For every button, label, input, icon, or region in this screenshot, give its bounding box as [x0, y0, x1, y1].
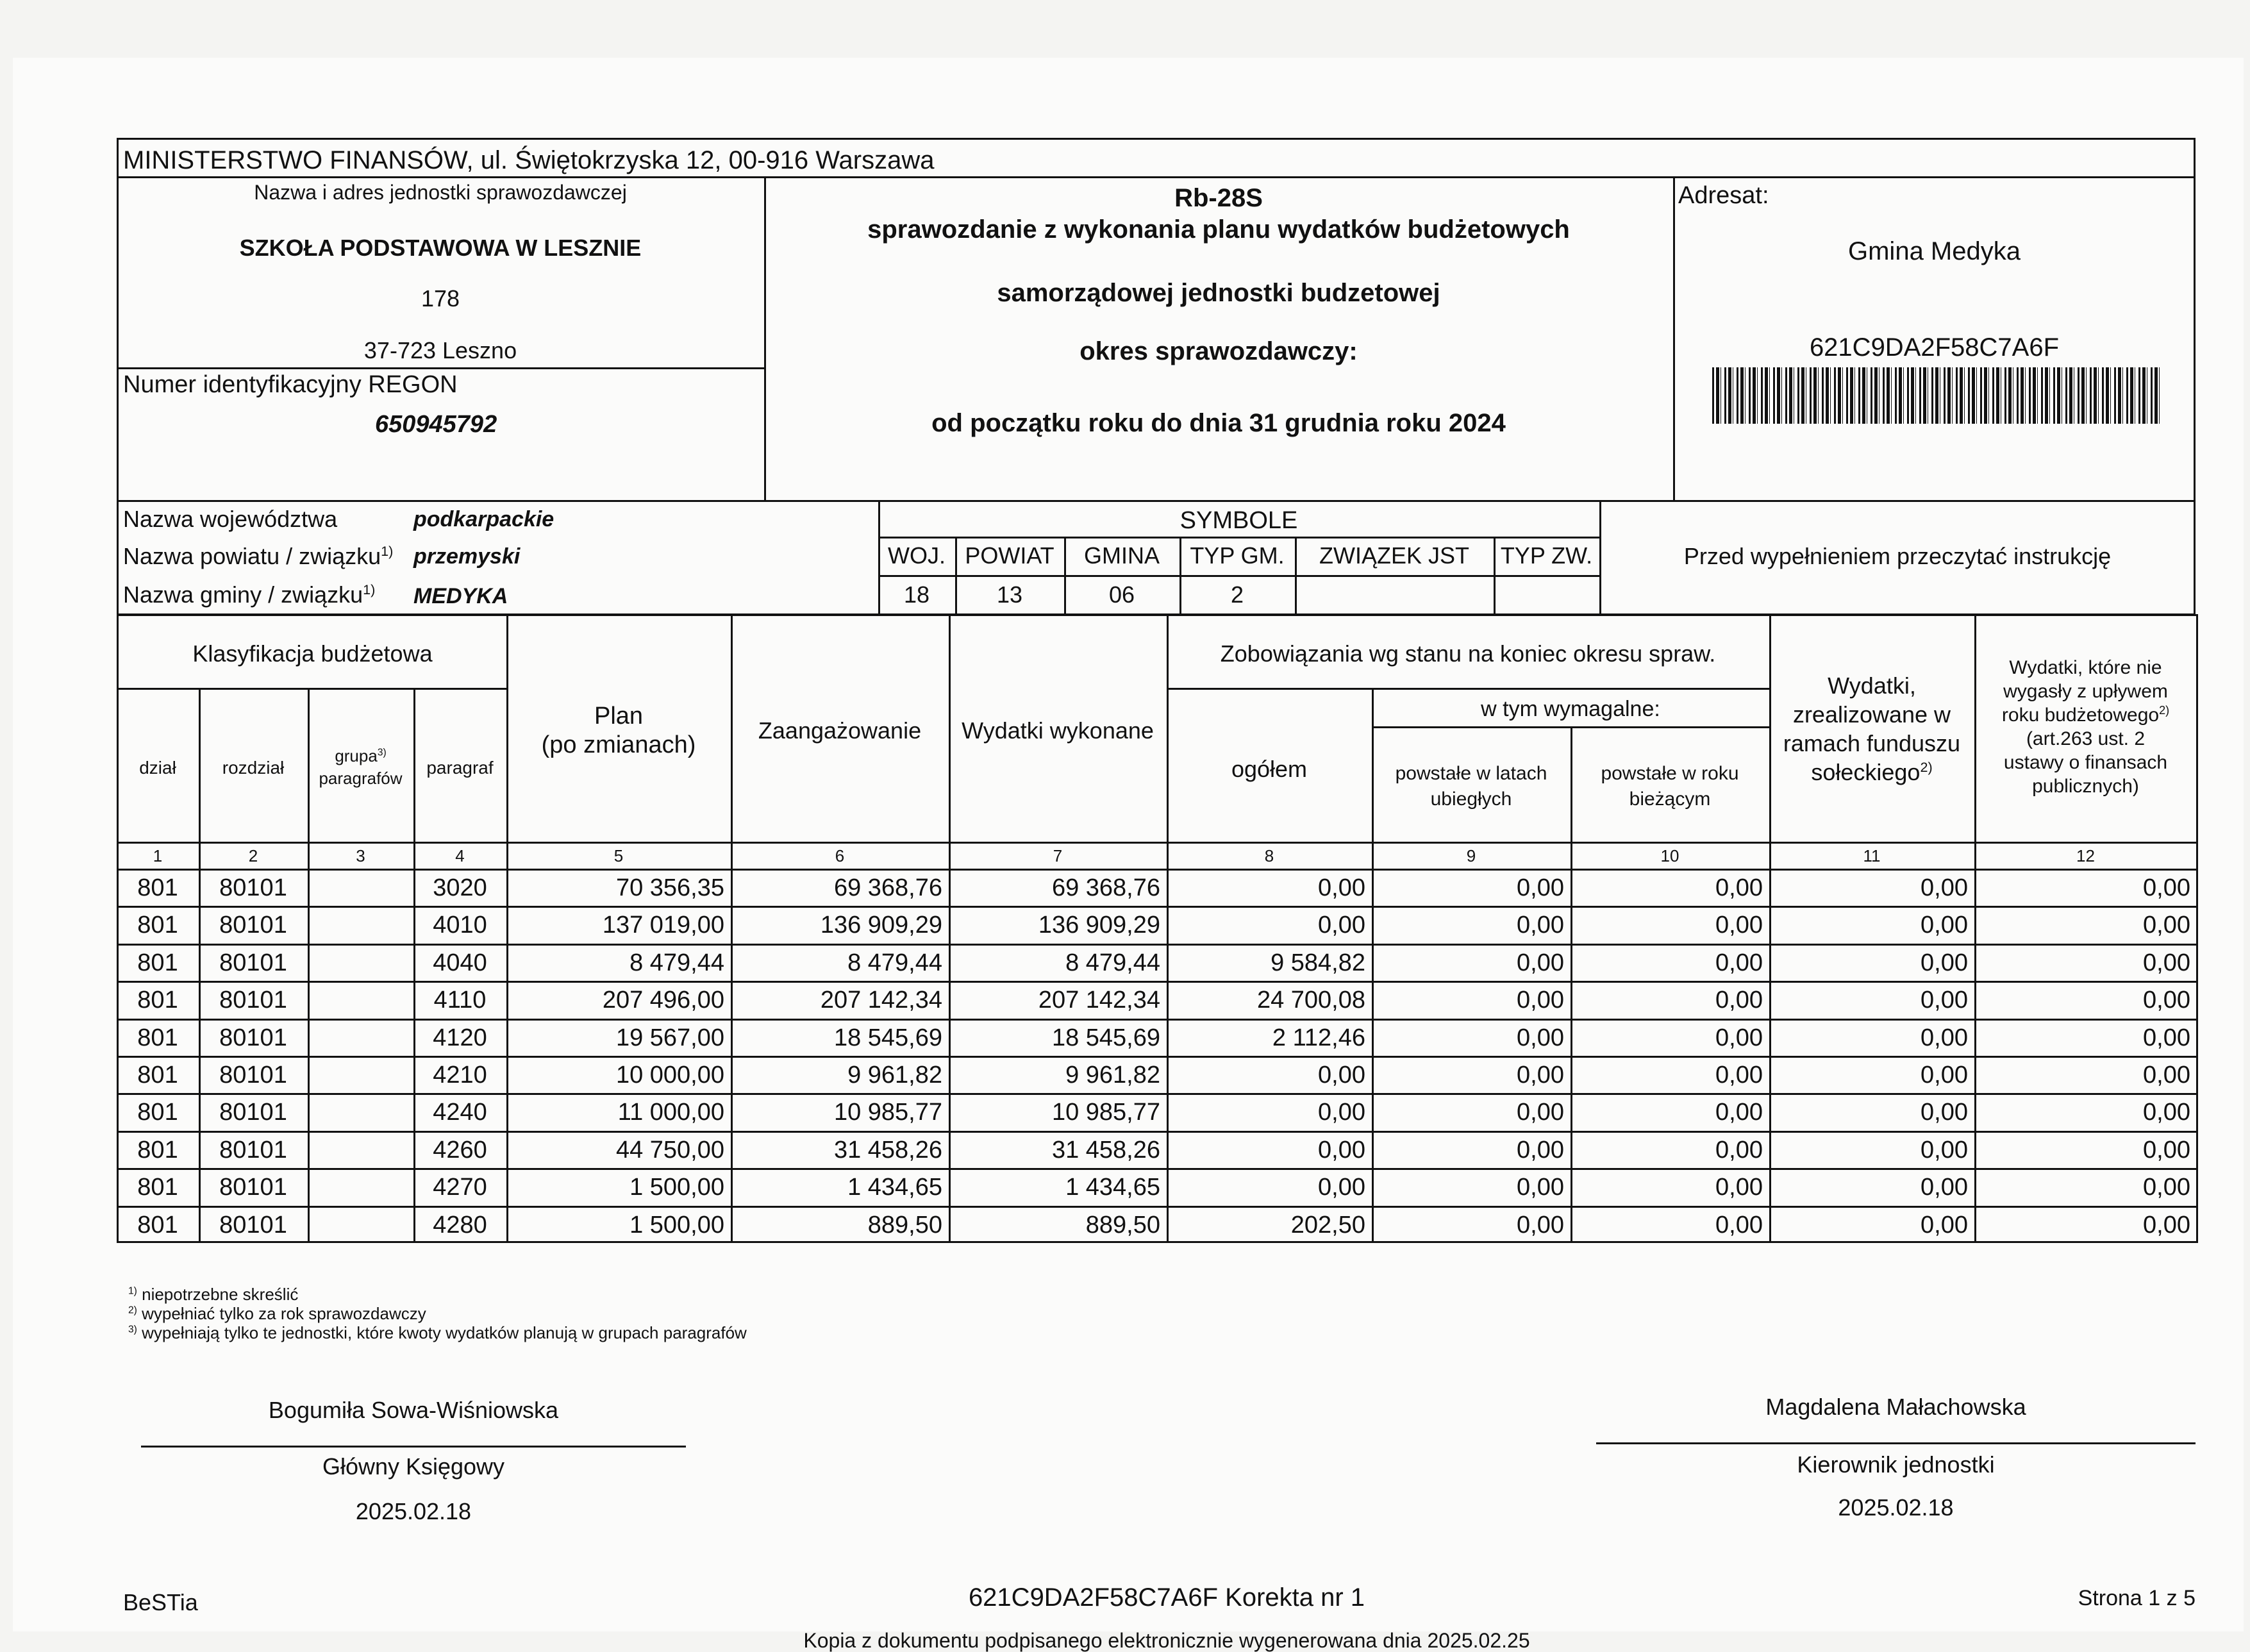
cell-zaangazowanie: 10 985,77	[833, 1099, 942, 1126]
niewygasle-header-1: Wydatki, które nie	[2009, 657, 2162, 678]
paragraf-header: paragraf	[426, 758, 494, 778]
cell-paragraf: 4040	[433, 949, 487, 976]
cell-rozdzial: 80101	[219, 1174, 287, 1201]
cell-plan: 19 567,00	[615, 1024, 724, 1051]
cell-wydatki-wykonane: 8 479,44	[1065, 949, 1160, 976]
column-number-1: 1	[153, 846, 163, 865]
cell-wymagalne-ubiegle: 0,00	[1517, 987, 1564, 1014]
symbole-header-typ-gm: TYP GM.	[1190, 542, 1285, 569]
cell-niewygasle: 0,00	[2143, 1099, 2190, 1126]
symbole-header-gmina: GMINA	[1083, 542, 1160, 569]
cell-plan: 137 019,00	[602, 912, 724, 939]
lata-ubiegle-header-1: powstałe w latach	[1395, 763, 1547, 784]
cell-rozdzial: 80101	[219, 874, 287, 901]
column-number-12: 12	[2076, 846, 2095, 865]
cell-rozdzial: 80101	[219, 1212, 287, 1239]
cell-fundusz-solecki: 0,00	[1921, 874, 1968, 901]
cell-niewygasle: 0,00	[2143, 1212, 2190, 1239]
form-title-1: sprawozdanie z wykonania planu wydatków budżetowych	[867, 215, 1570, 244]
rok-biezacy-header-2: bieżącym	[1629, 788, 1711, 810]
cell-fundusz-solecki: 0,00	[1921, 1024, 1968, 1051]
woj-label: Nazwa województwa	[123, 506, 338, 532]
cell-wymagalne-biezace: 0,00	[1715, 949, 1763, 976]
cell-paragraf: 4110	[433, 987, 487, 1014]
cell-plan: 1 500,00	[629, 1174, 724, 1201]
cell-rozdzial: 80101	[219, 1099, 287, 1126]
director-name: Magdalena Małachowska	[1765, 1394, 2026, 1420]
symbole-header-typ-zw: TYP ZW.	[1500, 542, 1593, 569]
klasyfikacja-header: Klasyfikacja budżetowa	[192, 640, 433, 667]
cell-zaangazowanie: 31 458,26	[833, 1137, 942, 1164]
gmina-label: Nazwa gminy / związku$^{1)}$	[123, 581, 376, 608]
director-date: 2025.02.18	[1838, 1494, 1954, 1521]
cell-rozdzial: 80101	[219, 1062, 287, 1089]
footnote-2: $^{2)}$ wypełniać tylko za rok sprawozdawczy	[128, 1304, 426, 1323]
cell-wymagalne-ubiegle: 0,00	[1517, 912, 1564, 939]
fundusz-header-1: Wydatki,	[1828, 672, 1916, 699]
column-number-7: 7	[1053, 846, 1063, 865]
wymagalne-header: w tym wymagalne:	[1481, 697, 1660, 721]
cell-wymagalne-biezace: 0,00	[1715, 987, 1763, 1014]
cell-fundusz-solecki: 0,00	[1921, 1137, 1968, 1164]
unit-label: Nazwa i adres jednostki sprawozdawczej	[254, 181, 627, 204]
niewygasle-header-5: ustawy o finansach	[2003, 752, 2168, 773]
column-number-5: 5	[613, 846, 624, 865]
cell-paragraf: 4260	[433, 1137, 487, 1164]
cell-fundusz-solecki: 0,00	[1921, 987, 1968, 1014]
cell-fundusz-solecki: 0,00	[1921, 1099, 1968, 1126]
page-number: Strona 1 z 5	[2078, 1586, 2196, 1610]
cell-dzial: 801	[137, 874, 178, 901]
cell-wymagalne-biezace: 0,00	[1715, 1174, 1763, 1201]
lata-ubiegle-header-2: ubiegłych	[1430, 788, 1512, 810]
cell-niewygasle: 0,00	[2143, 1137, 2190, 1164]
unit-number: 178	[421, 285, 460, 312]
cell-wydatki-wykonane: 207 142,34	[1038, 987, 1160, 1014]
cell-niewygasle: 0,00	[2143, 987, 2190, 1014]
column-number-9: 9	[1466, 846, 1476, 865]
cell-rozdzial: 80101	[219, 1137, 287, 1164]
cell-wydatki-wykonane: 31 458,26	[1051, 1137, 1160, 1164]
paragrafow-header: paragrafów	[319, 769, 403, 788]
symbole-header-zwiazek-jst: ZWIĄZEK JST	[1319, 542, 1469, 569]
cell-fundusz-solecki: 0,00	[1921, 912, 1968, 939]
cell-wymagalne-biezace: 0,00	[1715, 1212, 1763, 1239]
cell-dzial: 801	[137, 1024, 178, 1051]
cell-paragraf: 4270	[433, 1174, 487, 1201]
cell-paragraf: 4120	[433, 1024, 487, 1051]
cell-paragraf: 4240	[433, 1099, 487, 1126]
plan-header-1: Plan	[594, 703, 644, 730]
cell-plan: 70 356,35	[615, 874, 724, 901]
cell-zobowiazania-ogolem: 202,50	[1290, 1212, 1365, 1239]
cell-zaangazowanie: 18 545,69	[833, 1024, 942, 1051]
niewygasle-header-3: roku budżetowego$^{2)}$	[2001, 704, 2170, 726]
column-number-10: 10	[1660, 846, 1679, 865]
cell-wydatki-wykonane: 889,50	[1085, 1212, 1160, 1239]
symbole-value-typ-gm: 2	[1230, 581, 1244, 608]
cell-zaangazowanie: 207 142,34	[820, 987, 942, 1014]
document-reference: 621C9DA2F58C7A6F Korekta nr 1	[968, 1583, 1365, 1612]
fundusz-header-2: zrealizowane w	[1792, 701, 1951, 728]
cell-wydatki-wykonane: 10 985,77	[1051, 1099, 1160, 1126]
cell-wydatki-wykonane: 136 909,29	[1038, 912, 1160, 939]
symbole-header-woj: WOJ.	[888, 542, 946, 569]
symbole-header-powiat: POWIAT	[965, 542, 1054, 569]
grupa-header: grupa$^{3)}$	[335, 746, 387, 765]
regon-value: 650945792	[375, 411, 497, 438]
symbole-value-powiat: 13	[996, 581, 1023, 608]
cell-dzial: 801	[137, 987, 178, 1014]
cell-zaangazowanie: 889,50	[867, 1212, 942, 1239]
cell-wymagalne-biezace: 0,00	[1715, 1024, 1763, 1051]
cell-fundusz-solecki: 0,00	[1921, 1062, 1968, 1089]
unit-address: 37-723 Leszno	[363, 337, 517, 363]
unit-name: SZKOŁA PODSTAWOWA W LESZNIE	[239, 235, 642, 261]
powiat-label: Nazwa powiatu / związku$^{1)}$	[123, 543, 394, 569]
cell-zobowiazania-ogolem: 0,00	[1318, 1062, 1365, 1089]
cell-zobowiazania-ogolem: 9 584,82	[1271, 949, 1365, 976]
form-code: Rb-28S	[1174, 184, 1263, 212]
cell-rozdzial: 80101	[219, 949, 287, 976]
chief-accountant-name: Bogumiła Sowa-Wiśniowska	[268, 1397, 559, 1423]
cell-wydatki-wykonane: 18 545,69	[1051, 1024, 1160, 1051]
column-number-2: 2	[248, 846, 258, 865]
column-number-6: 6	[835, 846, 845, 865]
fundusz-header-4: sołeckiego$^{2)}$	[1811, 759, 1933, 785]
plan-header-2: (po zmianach)	[541, 731, 696, 758]
system-name: BeSTia	[123, 1589, 198, 1615]
cell-niewygasle: 0,00	[2143, 949, 2190, 976]
cell-zobowiazania-ogolem: 0,00	[1318, 912, 1365, 939]
addressee-name: Gmina Medyka	[1848, 237, 2021, 265]
cell-zobowiazania-ogolem: 24 700,08	[1256, 987, 1365, 1014]
ministry-address: MINISTERSTWO FINANSÓW, ul. Świętokrzyska 12, 00-916 Warszawa	[123, 146, 935, 174]
period-label: okres sprawozdawczy:	[1079, 337, 1358, 365]
chief-accountant-role: Główny Księgowy	[322, 1453, 505, 1480]
rozdzial-header: rozdział	[222, 758, 285, 778]
footnote-3: $^{3)}$ wypełniają tylko te jednostki, które kwoty wydatków planują w grupach paragrafów	[128, 1323, 747, 1342]
cell-wymagalne-ubiegle: 0,00	[1517, 1024, 1564, 1051]
cell-wymagalne-biezace: 0,00	[1715, 1099, 1763, 1126]
footnote-1: $^{1)}$ niepotrzebne skreślić	[128, 1285, 299, 1304]
cell-wymagalne-ubiegle: 0,00	[1517, 949, 1564, 976]
dzial-header: dział	[139, 758, 176, 778]
cell-fundusz-solecki: 0,00	[1921, 1174, 1968, 1201]
cell-wydatki-wykonane: 1 434,65	[1065, 1174, 1160, 1201]
cell-plan: 207 496,00	[602, 987, 724, 1014]
cell-wymagalne-biezace: 0,00	[1715, 1137, 1763, 1164]
woj-value: podkarpackie	[413, 507, 554, 531]
cell-wydatki-wykonane: 9 961,82	[1065, 1062, 1160, 1089]
addressee-label: Adresat:	[1678, 182, 1769, 209]
niewygasle-header-6: publicznych)	[2032, 776, 2139, 797]
cell-rozdzial: 80101	[219, 987, 287, 1014]
cell-paragraf: 4010	[433, 912, 487, 939]
cell-dzial: 801	[137, 1099, 178, 1126]
cell-plan: 10 000,00	[615, 1062, 724, 1089]
report-page	[13, 58, 2244, 1652]
cell-plan: 44 750,00	[615, 1137, 724, 1164]
cell-zobowiazania-ogolem: 2 112,46	[1272, 1024, 1365, 1051]
cell-niewygasle: 0,00	[2143, 1062, 2190, 1089]
form-title-2: samorządowej jednostki budzetowej	[997, 279, 1440, 307]
zobowiazania-header: Zobowiązania wg stanu na koniec okresu spraw.	[1220, 640, 1716, 667]
cell-dzial: 801	[137, 949, 178, 976]
cell-niewygasle: 0,00	[2143, 1024, 2190, 1051]
cell-plan: 8 479,44	[629, 949, 724, 976]
ogolem-header: ogółem	[1231, 756, 1308, 782]
cell-zaangazowanie: 136 909,29	[820, 912, 942, 939]
cell-zobowiazania-ogolem: 0,00	[1318, 1099, 1365, 1126]
cell-fundusz-solecki: 0,00	[1921, 1212, 1968, 1239]
symbole-label: SYMBOLE	[1179, 507, 1298, 534]
cell-zobowiazania-ogolem: 0,00	[1318, 874, 1365, 901]
document-id: 621C9DA2F58C7A6F	[1809, 333, 2060, 362]
cell-wymagalne-ubiegle: 0,00	[1517, 1099, 1564, 1126]
cell-plan: 1 500,00	[629, 1212, 724, 1239]
powiat-value: przemyski	[413, 544, 521, 569]
cell-dzial: 801	[137, 1062, 178, 1089]
fundusz-header-3: ramach funduszu	[1783, 730, 1961, 756]
niewygasle-header-2: wygasły z upływem	[2003, 681, 2168, 702]
cell-dzial: 801	[137, 912, 178, 939]
wydatki-wykonane-header: Wydatki wykonane	[962, 717, 1154, 744]
cell-plan: 11 000,00	[617, 1099, 724, 1126]
cell-paragraf: 4210	[433, 1062, 487, 1089]
chief-accountant-date: 2025.02.18	[355, 1498, 472, 1524]
period-value: od początku roku do dnia 31 grudnia roku 2024	[931, 409, 1506, 437]
cell-wymagalne-ubiegle: 0,00	[1517, 1137, 1564, 1164]
cell-wymagalne-ubiegle: 0,00	[1517, 874, 1564, 901]
cell-dzial: 801	[137, 1137, 178, 1164]
cell-rozdzial: 80101	[219, 912, 287, 939]
cell-rozdzial: 80101	[219, 1024, 287, 1051]
cell-zaangazowanie: 8 479,44	[847, 949, 942, 976]
cell-wymagalne-ubiegle: 0,00	[1517, 1212, 1564, 1239]
director-role: Kierownik jednostki	[1797, 1451, 1995, 1478]
cell-wymagalne-biezace: 0,00	[1715, 912, 1763, 939]
cell-wymagalne-biezace: 0,00	[1715, 874, 1763, 901]
cell-paragraf: 4280	[433, 1212, 487, 1239]
cell-wydatki-wykonane: 69 368,76	[1051, 874, 1160, 901]
cell-fundusz-solecki: 0,00	[1921, 949, 1968, 976]
column-number-11: 11	[1863, 846, 1881, 865]
column-number-8: 8	[1264, 846, 1274, 865]
copy-note: Kopia z dokumentu podpisanego elektronicznie wygenerowana dnia 2025.02.25	[803, 1629, 1530, 1652]
niewygasle-header-4: (art.263 ust. 2	[2026, 728, 2146, 749]
symbole-value-gmina: 06	[1108, 581, 1135, 608]
cell-wymagalne-biezace: 0,00	[1715, 1062, 1763, 1089]
rok-biezacy-header-1: powstałe w roku	[1601, 763, 1739, 784]
cell-zaangazowanie: 69 368,76	[833, 874, 942, 901]
cell-wymagalne-ubiegle: 0,00	[1517, 1174, 1564, 1201]
cell-paragraf: 3020	[433, 874, 487, 901]
symbole-value-woj: 18	[903, 581, 930, 608]
gmina-value: MEDYKA	[413, 584, 508, 608]
column-number-4: 4	[455, 846, 465, 865]
barcode-image	[1712, 367, 2161, 424]
cell-zobowiazania-ogolem: 0,00	[1318, 1137, 1365, 1164]
cell-niewygasle: 0,00	[2143, 1174, 2190, 1201]
cell-zaangazowanie: 1 434,65	[847, 1174, 942, 1201]
zaangazowanie-header: Zaangażowanie	[758, 717, 922, 744]
cell-niewygasle: 0,00	[2143, 912, 2190, 939]
cell-zaangazowanie: 9 961,82	[847, 1062, 942, 1089]
instruction-note: Przed wypełnieniem przeczytać instrukcję	[1683, 543, 2112, 569]
cell-zobowiazania-ogolem: 0,00	[1318, 1174, 1365, 1201]
cell-niewygasle: 0,00	[2143, 874, 2190, 901]
cell-dzial: 801	[137, 1174, 178, 1201]
regon-label: Numer identyfikacyjny REGON	[123, 371, 458, 398]
column-number-3: 3	[356, 846, 365, 865]
cell-dzial: 801	[137, 1212, 178, 1239]
cell-wymagalne-ubiegle: 0,00	[1517, 1062, 1564, 1089]
